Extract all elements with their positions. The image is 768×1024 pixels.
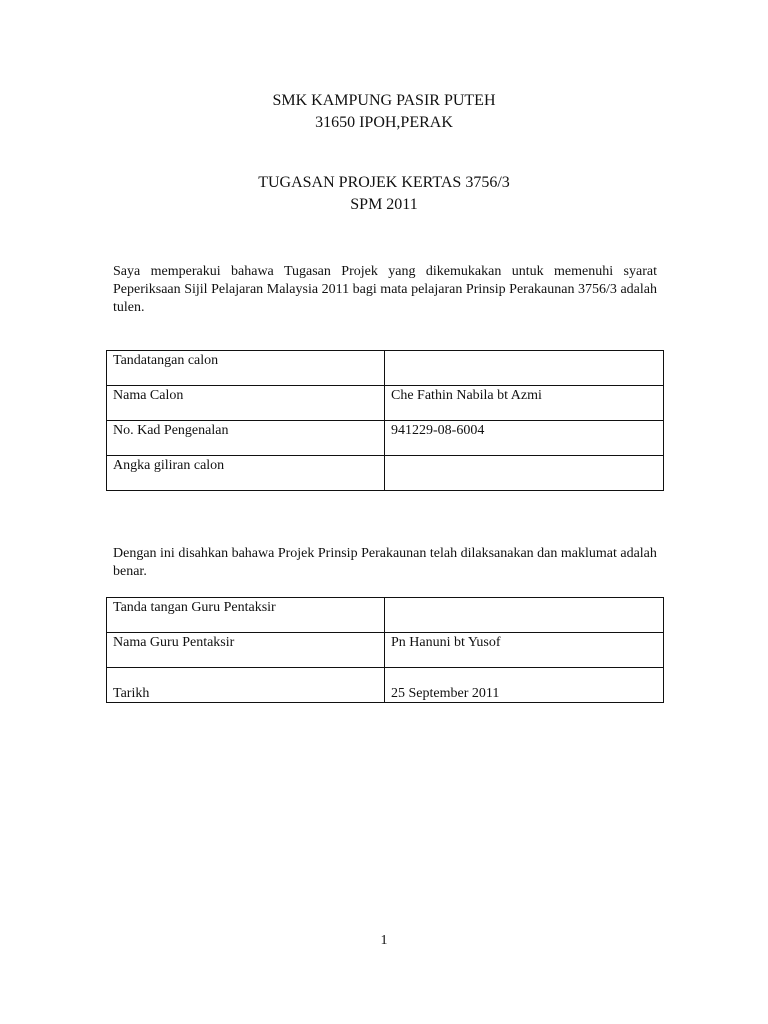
candidate-table <box>106 350 664 491</box>
project-title: TUGASAN PROJEK KERTAS 3756/3 <box>258 174 510 191</box>
school-header <box>0 90 768 134</box>
candidate-index-value <box>391 456 663 457</box>
teacher-name-value: Pn Hanuni bt Yusof <box>391 635 501 650</box>
school-name: SMK KAMPUNG PASIR PUTEH <box>272 92 496 109</box>
table-cell-value <box>385 351 664 386</box>
teacher-name-label: Nama Guru Pentaksir <box>113 635 235 650</box>
table-row <box>107 386 664 421</box>
candidate-name-value: Che Fathin Nabila bt Azmi <box>391 388 542 403</box>
table-cell-label <box>107 456 385 491</box>
table-cell-value <box>385 386 664 421</box>
declaration-paragraph: Saya memperakui bahawa Tugasan Projek yang dikemukakan untuk memenuhi syarat Peperiksaan Sijil Pelajaran Malaysia 2011 bagi mata pelajaran Prinsip Perakaunan 3756/3 adalah tulen. <box>113 264 657 315</box>
candidate-signature-label: Tandatangan calon <box>113 353 219 368</box>
table-cell-label <box>107 351 385 386</box>
date-label: Tarikh <box>113 686 150 701</box>
date-value: 25 September 2011 <box>391 686 500 701</box>
table-row <box>107 668 664 703</box>
teacher-signature-label: Tanda tangan Guru Pentaksir <box>113 600 276 615</box>
page-number: 1 <box>380 933 388 948</box>
table-cell-value <box>385 421 664 456</box>
table-row <box>107 633 664 668</box>
table-cell-value <box>385 668 664 703</box>
table-cell-label <box>107 633 385 668</box>
table-cell-label <box>107 668 385 703</box>
id-number-value: 941229-08-6004 <box>391 423 485 438</box>
table-cell-value <box>385 598 664 633</box>
candidate-signature-value <box>391 351 663 352</box>
table-cell-label <box>107 421 385 456</box>
school-address: 31650 IPOH,PERAK <box>315 114 453 131</box>
exam-title: SPM 2011 <box>350 196 418 213</box>
candidate-index-label: Angka giliran calon <box>113 458 225 473</box>
project-header <box>0 172 768 216</box>
table-row <box>107 421 664 456</box>
table-cell-label <box>107 386 385 421</box>
table-row <box>107 351 664 386</box>
table-cell-value <box>385 633 664 668</box>
candidate-name-label: Nama Calon <box>113 388 184 403</box>
id-number-label: No. Kad Pengenalan <box>113 423 229 438</box>
table-cell-label <box>107 598 385 633</box>
confirmation-paragraph: Dengan ini disahkan bahawa Projek Prinsip Perakaunan telah dilaksanakan dan maklumat adalah benar. <box>113 546 657 579</box>
teacher-signature-value <box>391 598 663 599</box>
table-row <box>107 598 664 633</box>
table-cell-value <box>385 456 664 491</box>
teacher-table <box>106 597 664 703</box>
table-row <box>107 456 664 491</box>
